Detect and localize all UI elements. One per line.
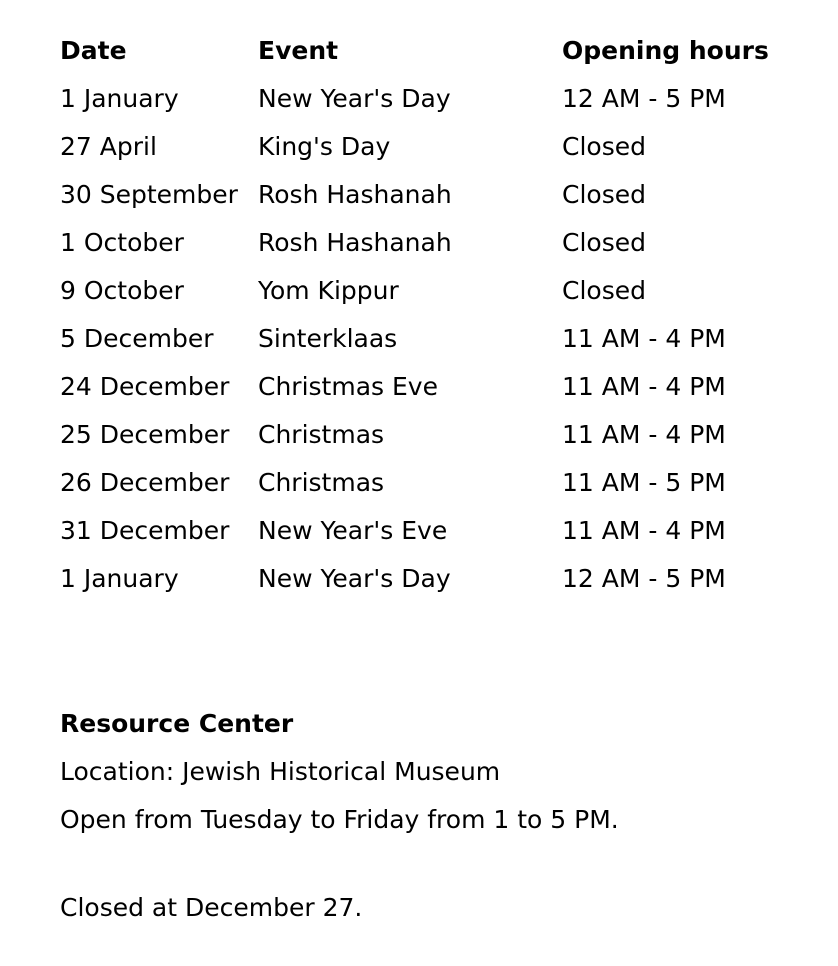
date-cell: 26 December bbox=[60, 468, 230, 497]
table-row bbox=[60, 219, 760, 267]
hours-cell: 12 AM - 5 PM bbox=[562, 564, 726, 593]
table-row bbox=[60, 507, 760, 555]
opening-hours-section bbox=[60, 27, 800, 603]
table-row bbox=[60, 411, 760, 459]
table-row bbox=[60, 315, 760, 363]
date-cell: 30 September bbox=[60, 180, 238, 209]
date-cell: 5 December bbox=[60, 324, 214, 353]
event-cell: Rosh Hashanah bbox=[258, 228, 452, 257]
column-header-opening-hours: Opening hours bbox=[562, 36, 769, 65]
hours-cell: 11 AM - 4 PM bbox=[562, 324, 726, 353]
event-cell: King's Day bbox=[258, 132, 391, 161]
date-cell: 27 April bbox=[60, 132, 157, 161]
table-row bbox=[60, 171, 760, 219]
table-row bbox=[60, 363, 760, 411]
hours-cell: Closed bbox=[562, 132, 646, 161]
hours-cell: 11 AM - 4 PM bbox=[562, 420, 726, 449]
event-cell: Christmas Eve bbox=[258, 372, 438, 401]
date-cell: 9 October bbox=[60, 276, 184, 305]
event-cell: New Year's Day bbox=[258, 84, 451, 113]
resource-center-location: Location: Jewish Historical Museum bbox=[60, 757, 501, 786]
resource-center-title: Resource Center bbox=[60, 709, 294, 738]
hours-cell: Closed bbox=[562, 180, 646, 209]
date-cell: 31 December bbox=[60, 516, 230, 545]
hours-cell: 12 AM - 5 PM bbox=[562, 84, 726, 113]
column-header-event: Event bbox=[258, 36, 339, 65]
event-cell: Christmas bbox=[258, 468, 385, 497]
hours-cell: Closed bbox=[562, 228, 646, 257]
hours-cell: 11 AM - 5 PM bbox=[562, 468, 726, 497]
table-row bbox=[60, 267, 760, 315]
column-header-date: Date bbox=[60, 36, 127, 65]
event-cell: Sinterklaas bbox=[258, 324, 398, 353]
table-row bbox=[60, 123, 760, 171]
resource-center-section bbox=[60, 700, 800, 932]
table-header-row bbox=[60, 27, 760, 75]
event-cell: Christmas bbox=[258, 420, 385, 449]
holiday-hours-table bbox=[60, 27, 769, 603]
date-cell: 24 December bbox=[60, 372, 230, 401]
resource-center-closure-note: Closed at December 27. bbox=[60, 893, 363, 922]
event-cell: New Year's Eve bbox=[258, 516, 448, 545]
table-row bbox=[60, 555, 760, 603]
hours-cell: 11 AM - 4 PM bbox=[562, 516, 726, 545]
event-cell: New Year's Day bbox=[258, 564, 451, 593]
event-cell: Yom Kippur bbox=[258, 276, 399, 305]
date-cell: 1 October bbox=[60, 228, 184, 257]
table-row bbox=[60, 75, 760, 123]
hours-cell: Closed bbox=[562, 276, 646, 305]
resource-center-schedule: Open from Tuesday to Friday from 1 to 5 PM. bbox=[60, 805, 619, 834]
date-cell: 1 January bbox=[60, 84, 179, 113]
table-row bbox=[60, 459, 760, 507]
hours-cell: 11 AM - 4 PM bbox=[562, 372, 726, 401]
date-cell: 1 January bbox=[60, 564, 179, 593]
event-cell: Rosh Hashanah bbox=[258, 180, 452, 209]
date-cell: 25 December bbox=[60, 420, 230, 449]
